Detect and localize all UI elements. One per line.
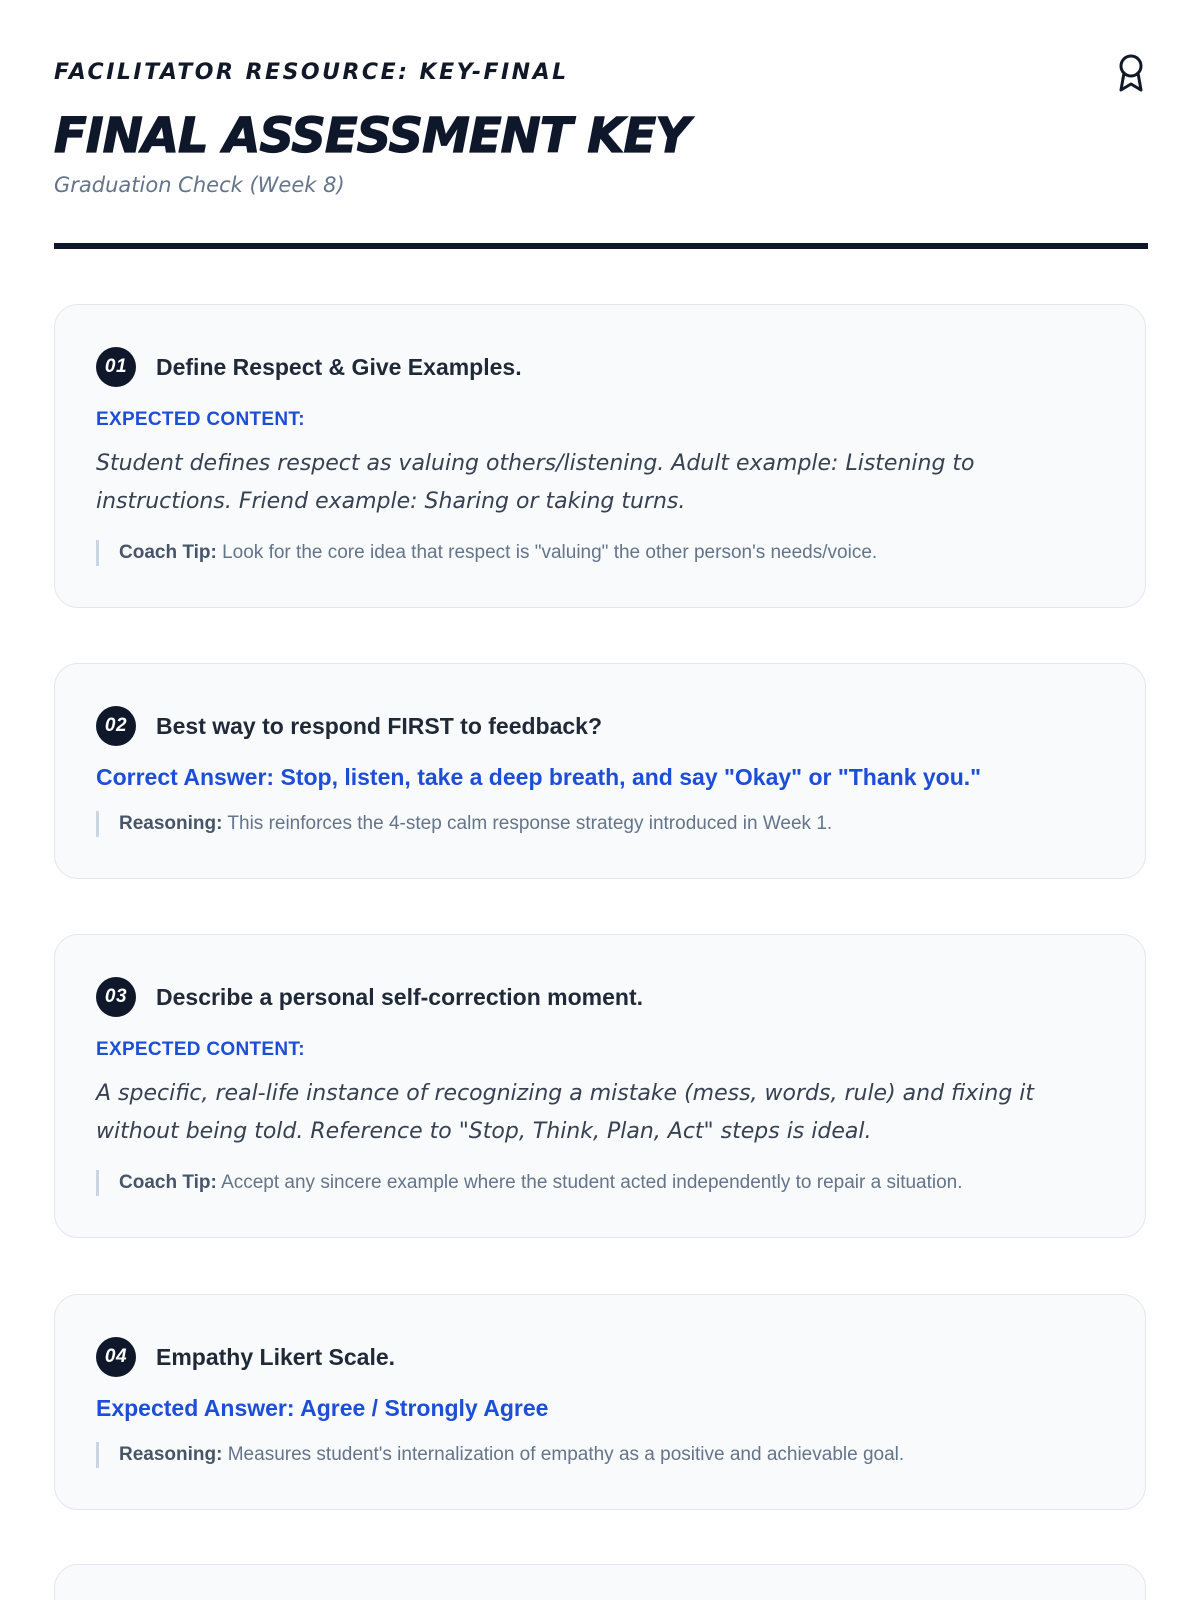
expected-content-label: EXPECTED CONTENT:	[96, 1039, 305, 1060]
expected-content-text: A specific, real-life instance of recognizing a mistake (mess, words, rule) and fixing it without being told. Reference to "Stop, Think, Plan, Act" steps is ideal.	[96, 1081, 1035, 1144]
question-text: Best way to respond FIRST to feedback?	[156, 712, 603, 739]
header-divider	[54, 243, 1148, 249]
question-header	[96, 347, 522, 387]
award-icon	[1114, 52, 1148, 94]
question-number-badge: 04	[96, 1337, 136, 1377]
expected-answer: Expected Answer: Agree / Strongly Agree	[96, 1395, 549, 1421]
resource-kicker: FACILITATOR RESOURCE: KEY-FINAL	[54, 60, 569, 85]
coach-tip-text: Accept any sincere example where the student acted independently to repair a situation.	[221, 1172, 963, 1193]
question-text: Define Respect & Give Examples.	[156, 353, 522, 380]
coach-tip-label: Coach Tip:	[119, 1172, 217, 1193]
reasoning-label: Reasoning:	[119, 813, 223, 834]
reasoning-text: Measures student's internalization of empathy as a positive and achievable goal.	[227, 1444, 905, 1465]
reasoning-label: Reasoning:	[119, 1444, 223, 1465]
question-card-01	[54, 304, 1146, 608]
reasoning-note	[96, 811, 832, 837]
reasoning-text: This reinforces the 4-step calm response strategy introduced in Week 1.	[227, 813, 833, 834]
question-number-badge: 03	[96, 977, 136, 1017]
question-card-04	[54, 1294, 1146, 1510]
question-text: Empathy Likert Scale.	[156, 1343, 396, 1370]
question-header	[96, 977, 643, 1017]
expected-content-label: EXPECTED CONTENT:	[96, 409, 305, 430]
page-title: FINAL ASSESSMENT KEY	[54, 108, 689, 164]
question-card-03	[54, 934, 1146, 1238]
question-header	[96, 706, 602, 746]
page-subtitle: Graduation Check (Week 8)	[54, 173, 345, 197]
coach-tip-text: Look for the core idea that respect is "valuing" the other person's needs/voice.	[222, 542, 878, 563]
correct-answer: Correct Answer: Stop, listen, take a deep breath, and say "Okay" or "Thank you."	[96, 764, 982, 790]
coach-tip	[96, 540, 877, 566]
question-card-02	[54, 663, 1146, 879]
coach-tip-label: Coach Tip:	[119, 542, 217, 563]
question-header	[96, 1337, 395, 1377]
question-number-badge: 01	[96, 347, 136, 387]
question-text: Describe a personal self-correction moment.	[156, 983, 643, 1010]
reasoning-note	[96, 1442, 904, 1468]
question-card-05	[54, 1564, 1146, 1600]
expected-content-text: Student defines respect as valuing others/listening. Adult example: Listening to instructions. Friend example: Sharing or taking turns.	[96, 451, 975, 514]
coach-tip	[96, 1170, 963, 1196]
question-number-badge: 02	[96, 706, 136, 746]
